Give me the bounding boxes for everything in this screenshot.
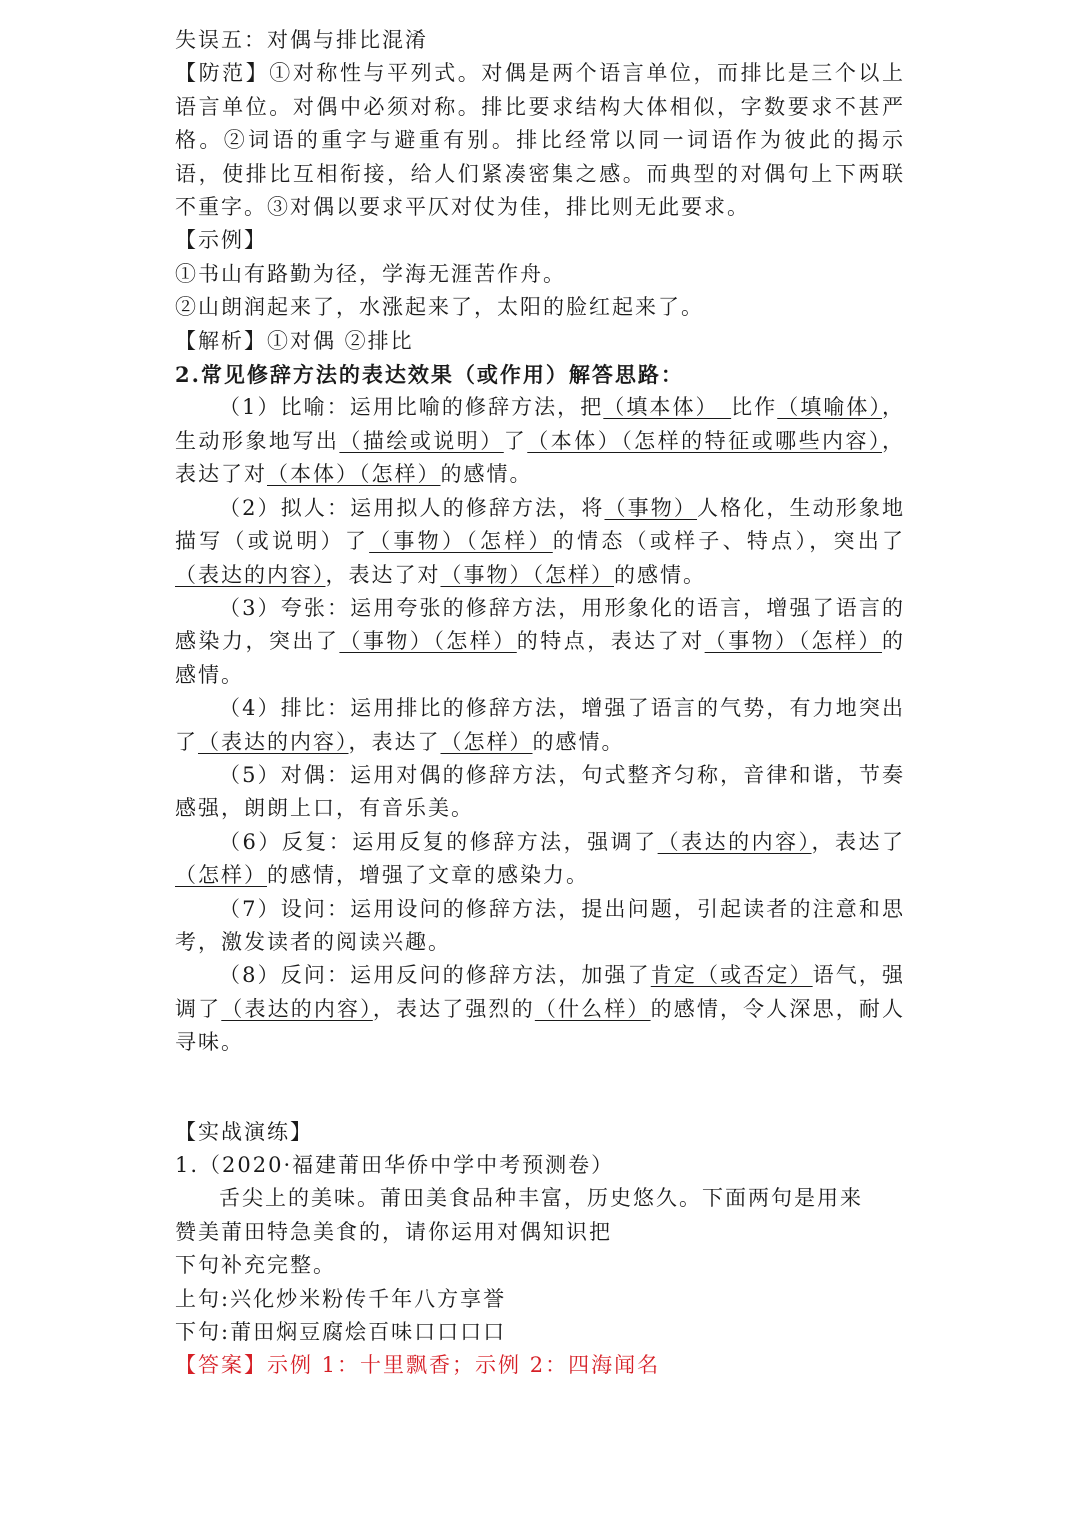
answer-label: 【答案】	[175, 1353, 267, 1378]
underlined-blank: （怎样）	[175, 863, 267, 888]
text-segment: （6）反复：运用反复的修辞方法，强调了	[219, 829, 658, 854]
rhetoric-item	[175, 692, 905, 759]
underlined-blank: （填喻体）	[777, 395, 883, 420]
underlined-blank: （表达的内容）	[221, 996, 373, 1021]
rhetoric-item	[175, 759, 905, 826]
text-segment: （2）拟人：运用拟人的修辞方法，将	[219, 495, 605, 520]
text-segment: 的感情。	[175, 629, 906, 687]
underlined-blank: （本体）（怎样）	[267, 462, 441, 487]
rhetoric-item	[175, 592, 905, 692]
underlined-blank: （事物）（怎样）	[369, 529, 553, 554]
section-gap	[175, 1060, 905, 1116]
lower-couplet: 下句:莆田焖豆腐烩百味口口口口	[175, 1320, 507, 1345]
section-2-heading: 2.常见修辞方法的表达效果（或作用）解答思路：	[175, 362, 684, 388]
text-segment: （7）设问：运用设问的修辞方法，提出问题，引起读者的注意和思考，激发读者的阅读兴趣。	[175, 896, 905, 954]
text-segment: 的感情。	[440, 462, 533, 487]
question-1-line-3: 下句补充完整。	[175, 1253, 336, 1278]
underlined-blank: （事物）	[604, 495, 698, 520]
practice-heading: 【实战演练】	[175, 1119, 313, 1144]
underlined-blank: （表达的内容）	[198, 729, 349, 754]
text-segment: ，表达了	[348, 729, 441, 754]
fangfan-paragraph: 【防范】①对称性与平列式。对偶是两个语言单位，而排比是三个以上语言单位。对偶中必须对称。排比要求结构大体相似，字数要求不甚严格。②词语的重字与避重有别。排比经常以同一词语作为彼此的揭示语，使排比互相衔接，给人们紧凑密集之感。而典型的对偶句上下两联不重字。③对偶以要求平仄对仗为佳，排比则无此要求。	[175, 61, 905, 220]
rhetoric-item	[175, 893, 905, 960]
text-segment: （5）对偶：运用对偶的修辞方法，句式整齐匀称，音律和谐，节奏感强，朗朗上口，有音乐美。	[175, 762, 905, 821]
text-segment: 的感情。	[532, 729, 625, 754]
text-segment: 的感情，增强了文章的感染力。	[267, 863, 589, 888]
rhetoric-item	[175, 391, 905, 491]
underlined-blank: （事物）（怎样）	[339, 629, 517, 654]
rhetoric-effect-list	[175, 391, 905, 1059]
example-2: ②山朗润起来了，水涨起来了，太阳的脸红起来了。	[175, 295, 704, 320]
question-1-line-2: 赞美莆田特急美食的，请你运用对偶知识把	[175, 1219, 612, 1244]
text-segment: 的感情，令人深思，耐人寻味。	[175, 996, 906, 1055]
text-segment: ，表达了	[811, 829, 906, 854]
underlined-blank: （事物）（怎样）	[440, 562, 614, 587]
underlined-blank: 肯定（或否定）	[650, 963, 813, 988]
answer-text: 示例 1：十里飘香；示例 2：四海闻名	[267, 1353, 661, 1378]
text-segment: （4）排比：运用排比的修辞方法，增强了语言的气势，有力地突出了	[175, 696, 905, 754]
answer-line	[175, 1349, 905, 1382]
underlined-blank: （本体）（怎样的特征或哪些内容）	[527, 428, 883, 453]
underlined-blank: （什么样）	[534, 996, 651, 1021]
underlined-blank: （填本体）	[603, 395, 732, 420]
rhetoric-item	[175, 826, 905, 893]
question-1-source: 1.（2020·福建莆田华侨中学中考预测卷）	[175, 1153, 615, 1177]
text-segment: ，生动形象地写出	[175, 395, 906, 453]
underlined-blank: （事物）（怎样）	[704, 629, 883, 654]
upper-couplet: 上句:兴化炒米粉传千年八方享誉	[175, 1286, 507, 1311]
text-segment: （1）比喻：运用比喻的修辞方法，把	[219, 395, 604, 420]
text-segment: 了	[503, 428, 528, 453]
text-segment: （8）反问：运用反问的修辞方法，加强了	[219, 963, 651, 988]
text-segment: 的感情。	[614, 562, 706, 587]
underlined-blank: （表达的内容）	[175, 562, 326, 587]
underlined-blank: （怎样）	[440, 729, 533, 754]
error5-title: 失误五：对偶与排比混淆	[175, 28, 428, 52]
rhetoric-item	[175, 492, 905, 592]
document-page	[175, 24, 905, 1383]
text-segment: ，表达了强烈的	[372, 996, 535, 1021]
underlined-blank: （描绘或说明）	[339, 428, 504, 453]
underlined-blank: （表达的内容）	[657, 829, 812, 854]
text-segment: ，表达了对	[175, 428, 906, 487]
text-segment: 的特点，表达了对	[516, 629, 705, 654]
example-1: ①书山有路勤为径，学海无涯苦作舟。	[175, 261, 566, 286]
text-segment: 人格化，生动形象地描写（或说明）了	[175, 495, 906, 554]
text-segment: ，表达了对	[325, 562, 441, 587]
text-segment: 比作	[731, 395, 778, 420]
text-segment: 的情态（或样子、特点），突出了	[552, 529, 906, 554]
text-segment: （3）夸张：运用夸张的修辞方法，用形象化的语言，增强了语言的感染力，突出了	[175, 595, 905, 654]
question-1-line-1: 舌尖上的美味。莆田美食品种丰富，历史悠久。下面两句是用来	[219, 1186, 863, 1211]
text-segment: 语气，强调了	[175, 963, 906, 1021]
analysis-line: 【解析】①对偶 ②排比	[175, 328, 414, 353]
rhetoric-item	[175, 959, 905, 1059]
example-label: 【示例】	[175, 228, 267, 253]
